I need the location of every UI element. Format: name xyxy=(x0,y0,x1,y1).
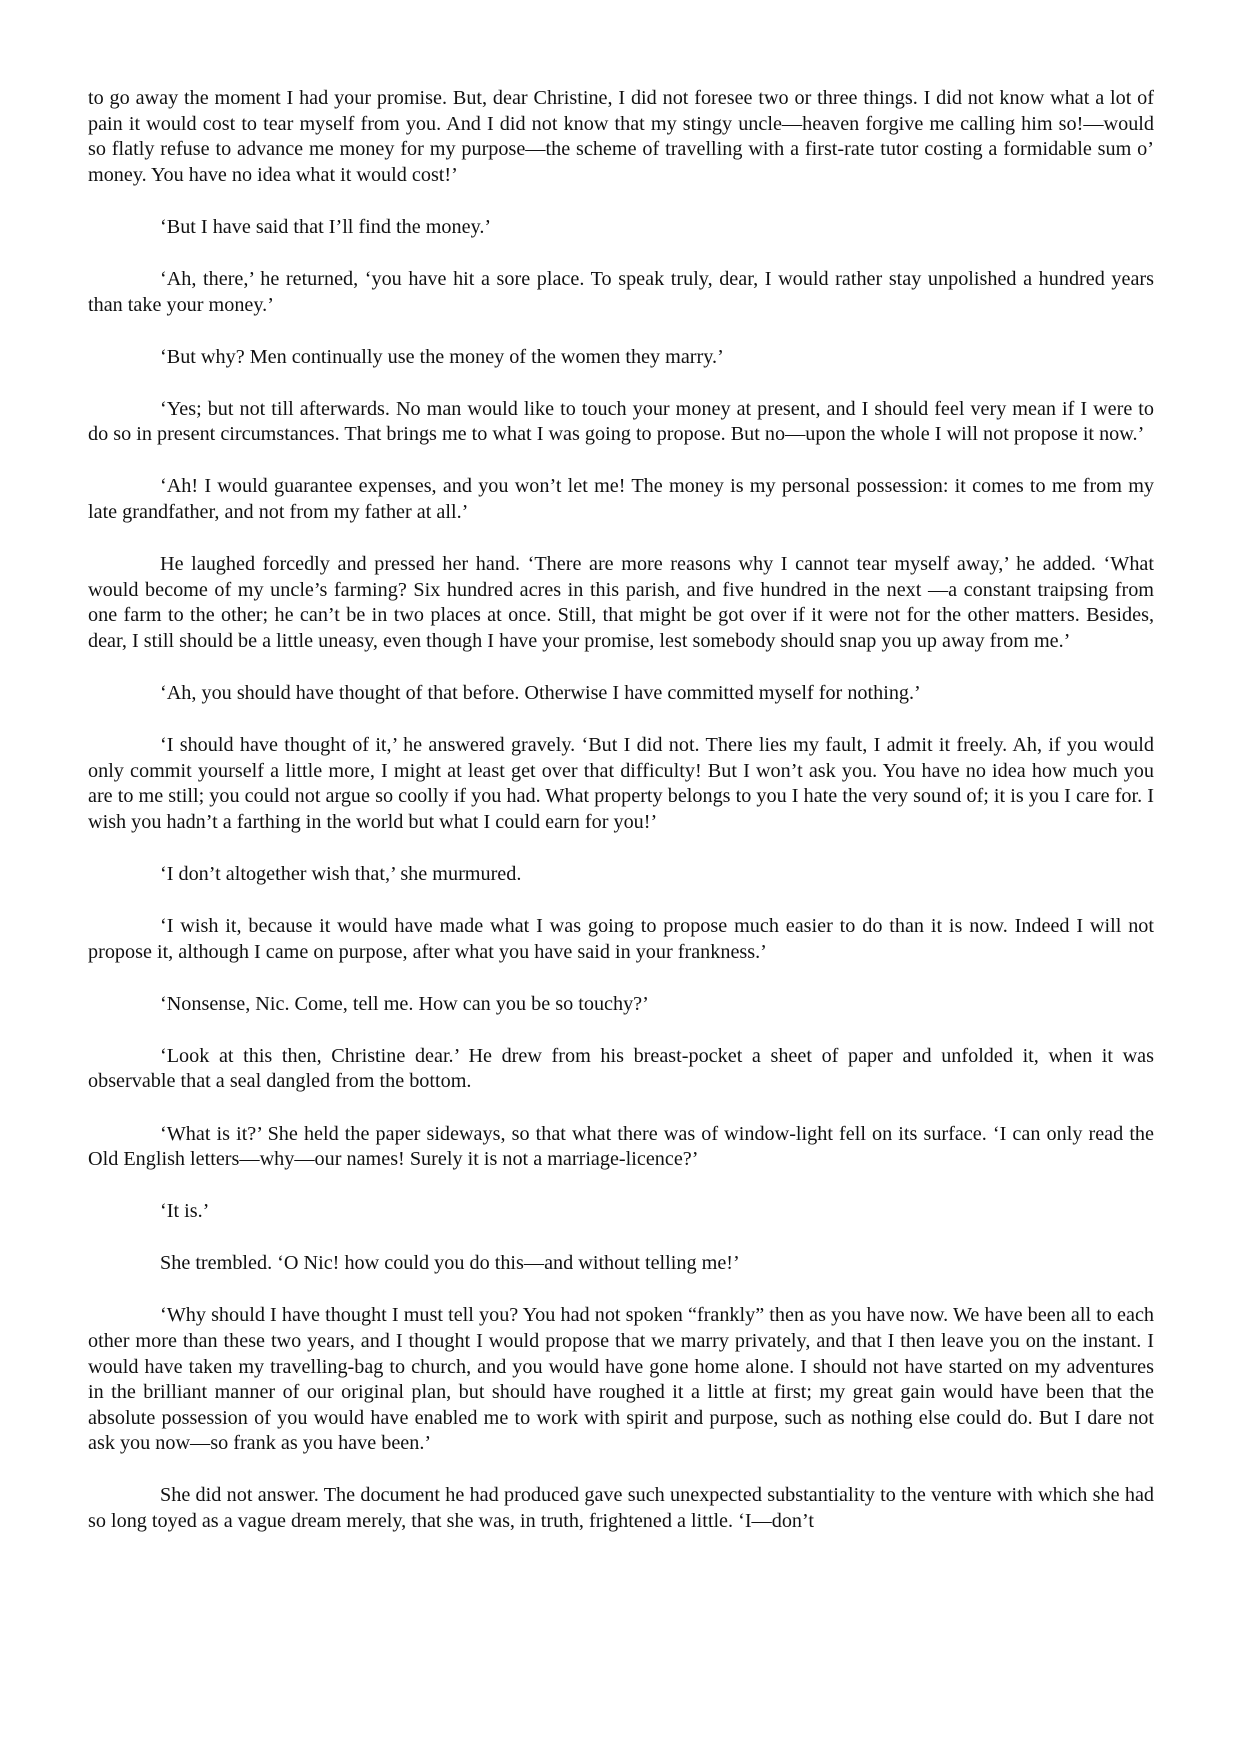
paragraph-13: ‘Look at this then, Christine dear.’ He drew from his breast-pocket a sheet of paper and unfolded it, when it was observable that a seal dangled from the bottom. xyxy=(88,1044,1154,1093)
paragraph-5: ‘Yes; but not till afterwards. No man would like to touch your money at present, and I should feel very mean if I were to do so in present circumstances. That brings me to what I was going to propose. But no—upon the whole I will not propose it now.’ xyxy=(88,397,1154,446)
paragraph-17: ‘Why should I have thought I must tell you? You had not spoken “frankly” then as you have now. We have been all to each other more than these two years, and I thought I would propose that we marry privately, and that I then leave you on the instant. I would have taken my travelling-bag to church, and you would have gone home alone. I should not have started on my adventures in the brilliant manner of our original plan, but should have roughed it a little at first; my great gain would have been that the absolute possession of you would have enabled me to work with spirit and purpose, such as nothing else could do. But I dare not ask you now—so frank as you have been.’ xyxy=(88,1304,1154,1455)
paragraph-10: ‘I don’t altogether wish that,’ she murmured. xyxy=(160,862,522,885)
paragraph-2: ‘But I have said that I’ll find the money.’ xyxy=(160,215,492,238)
paragraph-12: ‘Nonsense, Nic. Come, tell me. How can you be so touchy?’ xyxy=(160,992,649,1015)
paragraph-9: ‘I should have thought of it,’ he answered gravely. ‘But I did not. There lies my fault, I admit it freely. Ah, if you would only commit yourself a little more, I might at least get over that difficulty! But I won’t ask you. You have no idea how much you are to me still; you could not argue so coolly if you had. What property belongs to you I hate the very sound of; it is you I care for. I wish you hadn’t a farthing in the world but what I could earn for you!’ xyxy=(88,734,1154,833)
paragraph-11: ‘I wish it, because it would have made what I was going to propose much easier to do than it is now. Indeed I will not propose it, although I came on purpose, after what you have said in your frankness.’ xyxy=(88,915,1154,963)
paragraph-14: ‘What is it?’ She held the paper sideways, so that what there was of window-light fell on its surface. ‘I can only read the Old English letters—why—our names! Surely it is not a marriage-licence?’ xyxy=(88,1122,1154,1171)
paragraph-1: to go away the moment I had your promise. But, dear Christine, I did not foresee two or three things. I did not know what a lot of pain it would cost to tear myself from you. And I did not know that my stingy uncle—heaven forgive me calling him so!—would so flatly refuse to advance me money for my purpose—the scheme of travelling with a first-rate tutor costing a formidable sum o’ money. You have no idea what it would cost!’ xyxy=(88,87,1154,186)
paragraph-3: ‘Ah, there,’ he returned, ‘you have hit a sore place. To speak truly, dear, I would rather stay unpolished a hundred years than take your money.’ xyxy=(88,267,1154,316)
paragraph-6: ‘Ah! I would guarantee expenses, and you won’t let me! The money is my personal possession: it comes to me from my late grandfather, and not from my father at all.’ xyxy=(88,475,1154,524)
paragraph-7: He laughed forcedly and pressed her hand. ‘There are more reasons why I cannot tear myself away,’ he added. ‘What would become of my uncle’s farming? Six hundred acres in this parish, and five hundred in the next —a constant traipsing from one farm to the other; he can’t be in two places at once. Still, that might be got over if it were not for the other matters. Besides, dear, I still should be a little uneasy, even though I have your promise, lest somebody should snap you up away from me.’ xyxy=(88,553,1154,652)
paragraph-16: She trembled. ‘O Nic! how could you do this—and without telling me!’ xyxy=(160,1252,740,1275)
page-text xyxy=(88,86,1154,1535)
paragraph-15: ‘It is.’ xyxy=(160,1200,210,1223)
paragraph-8: ‘Ah, you should have thought of that before. Otherwise I have committed myself for nothing.’ xyxy=(160,682,921,704)
paragraph-4: ‘But why? Men continually use the money of the women they marry.’ xyxy=(160,345,724,368)
paragraph-18: She did not answer. The document he had produced gave such unexpected substantiality to the venture with which she had so long toyed as a vague dream merely, that she was, in truth, frightened a little. ‘I—don’t xyxy=(88,1484,1154,1533)
